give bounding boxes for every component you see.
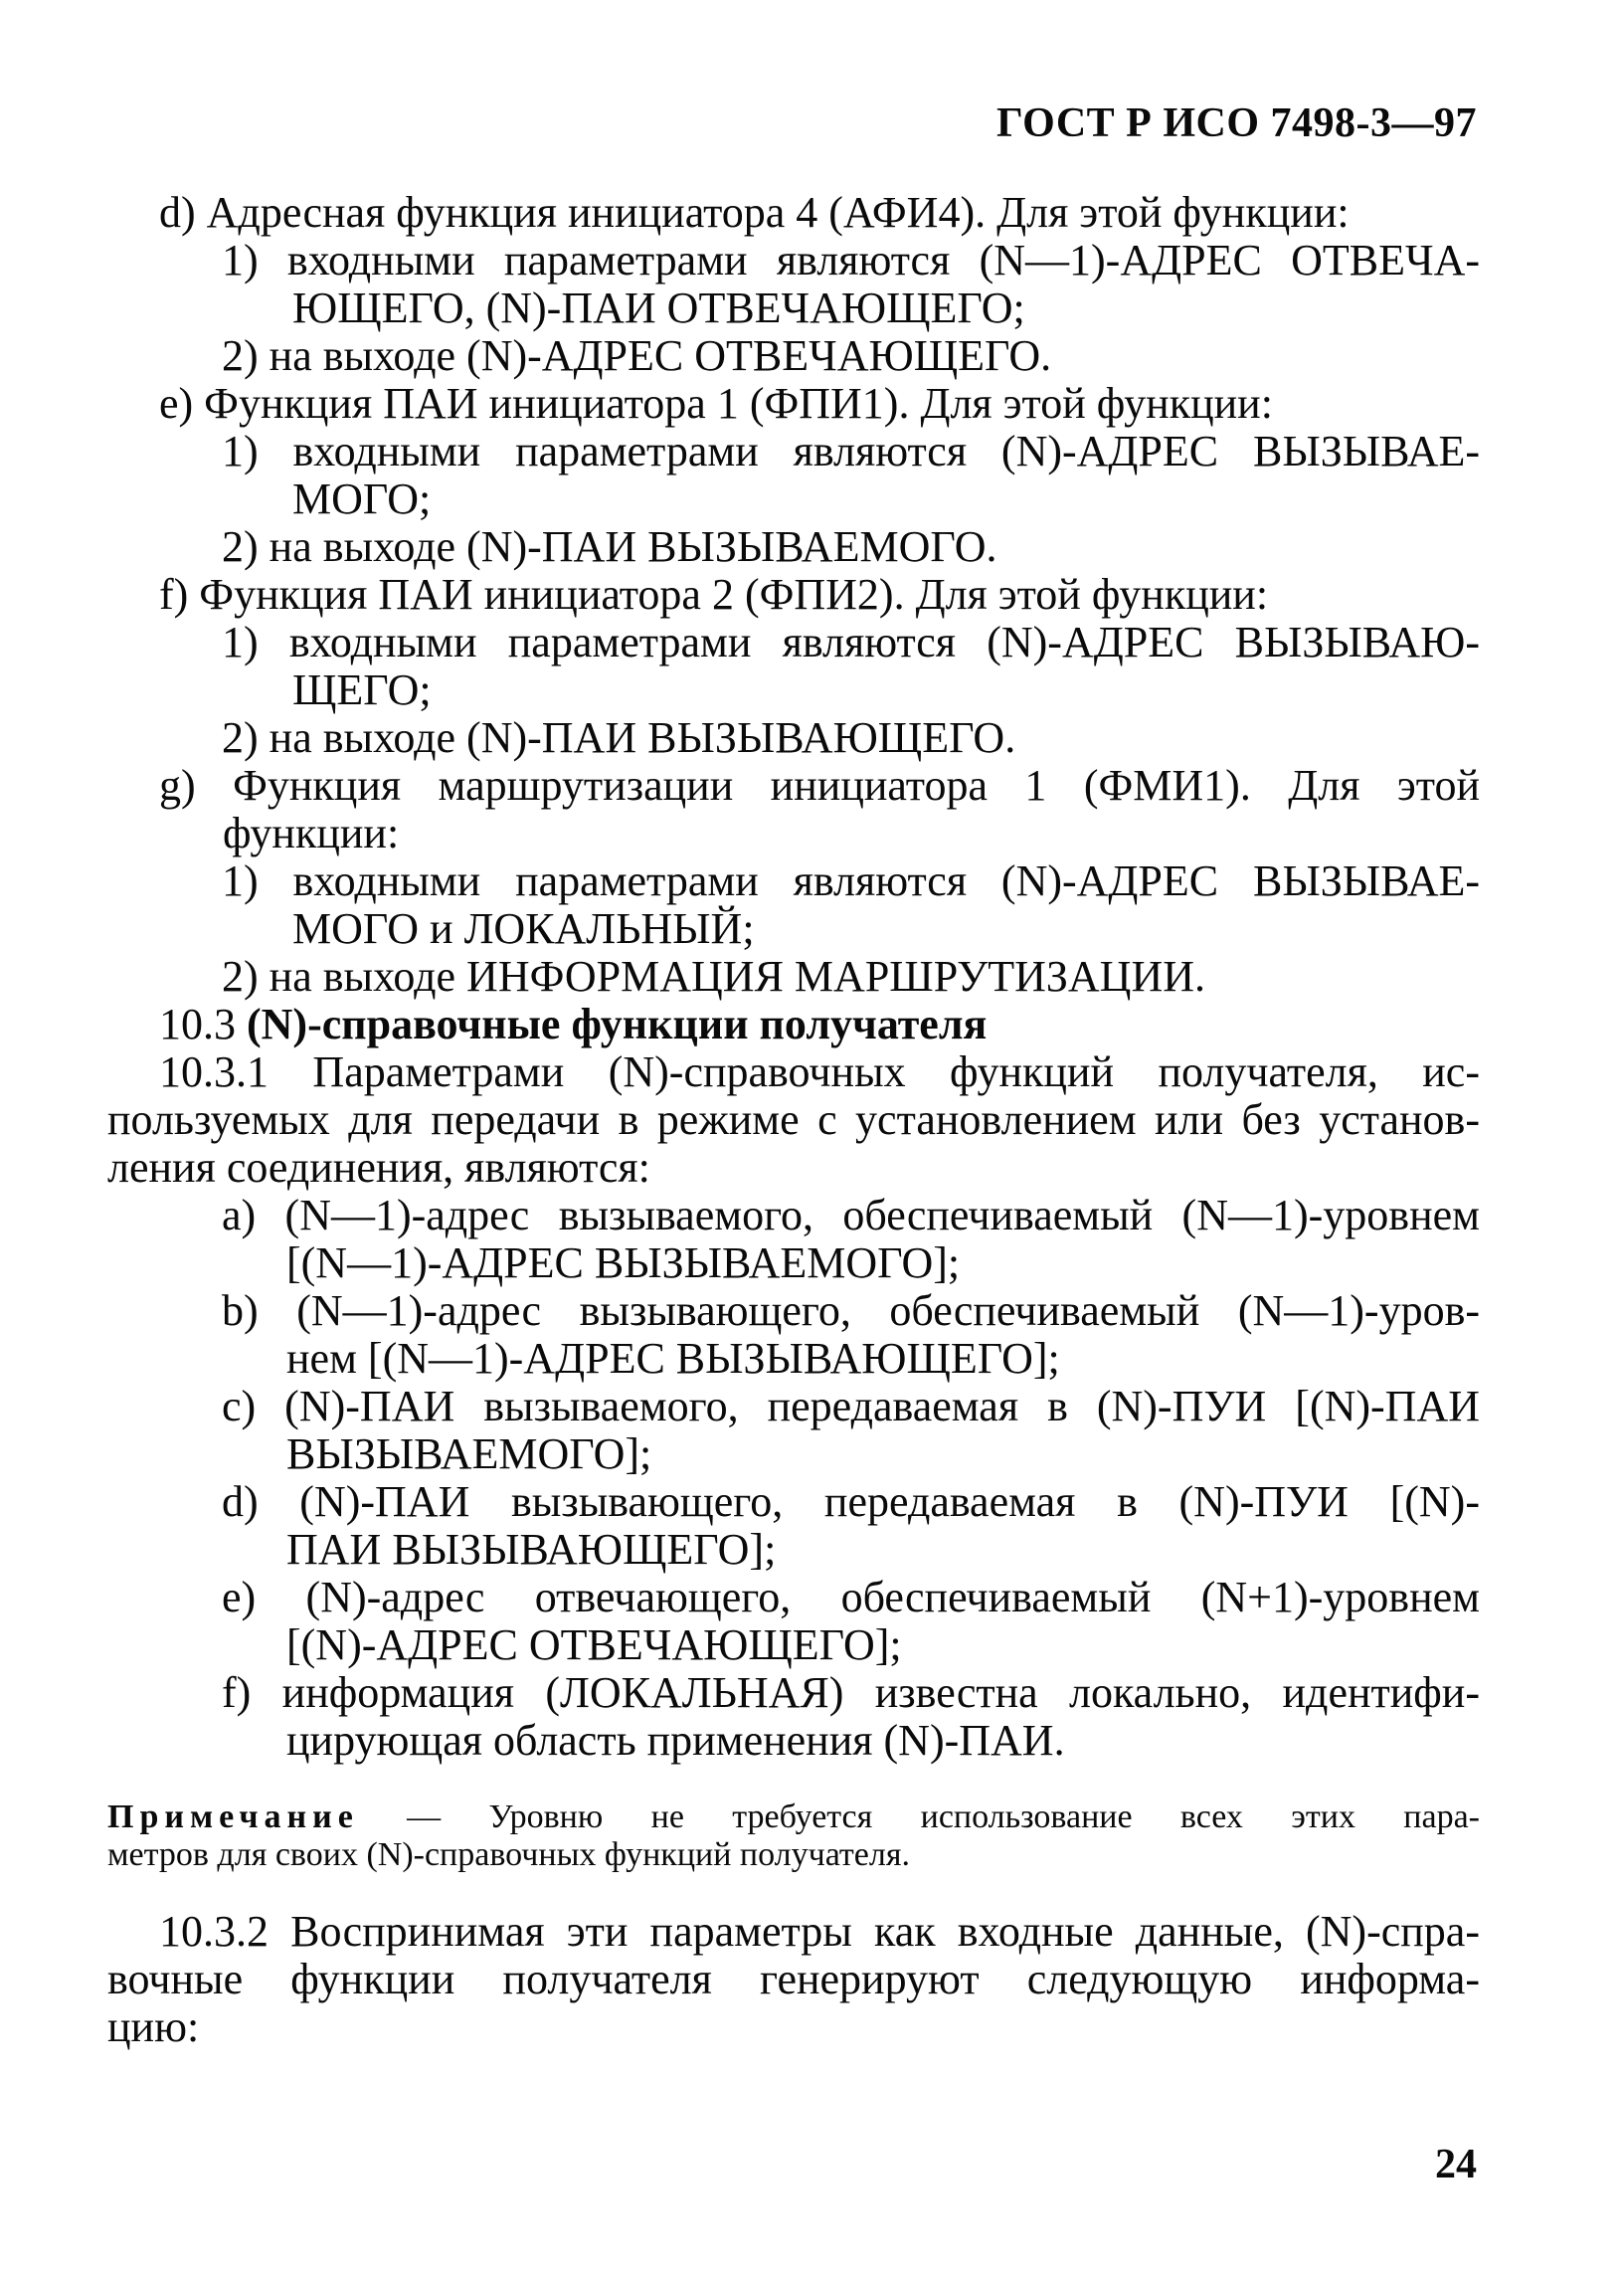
item-f-title: f) Функция ПАИ инициатора 2 (ФПИ2). Для этой функции: — [159, 570, 1269, 619]
section-10-3-2-line2: вочные функции получателя генерируют следующую информа- — [107, 1955, 1480, 2003]
document-code-header: ГОСТ Р ИСО 7498-3—97 — [995, 100, 1477, 146]
list-item-e-line1: е) (N)-адрес отвечающего, обеспечиваемый (N+1)-уровнем — [222, 1573, 1480, 1621]
item-e-sub2: 2) на выходе (N)-ПАИ ВЫЗЫВАЕМОГО. — [222, 522, 997, 571]
list-item-d-line2: ПАИ ВЫЗЫВАЮЩЕГО]; — [286, 1525, 777, 1574]
item-d-title: d) Адресная функция инициатора 4 (АФИ4). Для этой функции: — [159, 188, 1350, 237]
item-g-sub2: 2) на выходе ИНФОРМАЦИЯ МАРШРУТИЗАЦИИ. — [222, 952, 1206, 1001]
item-e-sub1-line1: 1) входными параметрами являются (N)-АДРЕС ВЫЗЫВАЕ- — [222, 427, 1480, 475]
section-10-3-heading — [107, 1001, 1480, 1048]
document-body — [107, 189, 1480, 2051]
note-label: Примечание — [107, 1798, 359, 1835]
page-number: 24 — [1435, 2142, 1477, 2187]
list-item-c-line1: с) (N)-ПАИ вызываемого, передаваемая в (N)-ПУИ [(N)-ПАИ — [222, 1382, 1480, 1430]
section-10-3-1-line3: ления соединения, являются: — [107, 1143, 650, 1192]
item-e-sub1-line2: МОГО; — [292, 474, 432, 523]
list-item-f-line2: цирующая область применения (N)-ПАИ. — [286, 1716, 1065, 1765]
item-d-sub1-line1: 1) входными параметрами являются (N—1)-АДРЕС ОТВЕЧА- — [222, 236, 1480, 284]
list-item-d-line1: d) (N)-ПАИ вызывающего, передаваемая в (N)-ПУИ [(N)- — [222, 1477, 1480, 1526]
section-10-3-1-line2: пользуемых для передачи в режиме с установлением или без установ- — [107, 1095, 1480, 1144]
item-g-sub1-line2: МОГО и ЛОКАЛЬНЫЙ; — [292, 904, 755, 953]
section-10-3-2-line3: цию: — [107, 2002, 200, 2051]
item-d-sub2: 2) на выходе (N)-АДРЕС ОТВЕЧАЮЩЕГО. — [222, 331, 1052, 380]
note-line1 — [107, 1798, 1480, 1836]
note-line2: метров для своих (N)-справочных функций получателя. — [107, 1836, 910, 1873]
item-g-title-line1: g) Функция маршрутизации инициатора 1 (ФМИ1). Для этой — [159, 761, 1480, 810]
list-item-a-line1: а) (N—1)-адрес вызываемого, обеспечиваемый (N—1)-уровнем — [222, 1191, 1480, 1239]
list-item-a-line2: [(N—1)-АДРЕС ВЫЗЫВАЕМОГО]; — [286, 1238, 961, 1287]
item-d-sub1-line2: ЮЩЕГО, (N)-ПАИ ОТВЕЧАЮЩЕГО; — [292, 284, 1025, 332]
section-10-3-2-line1: 10.3.2 Воспринимая эти параметры как входные данные, (N)-спра- — [159, 1907, 1480, 1956]
item-f-sub2: 2) на выходе (N)-ПАИ ВЫЗЫВАЮЩЕГО. — [222, 713, 1016, 762]
list-item-e-line2: [(N)-АДРЕС ОТВЕЧАЮЩЕГО]; — [286, 1620, 902, 1669]
section-10-3-title: (N)-справочные функции получателя — [247, 1000, 988, 1048]
item-g-title-line2: функции: — [223, 809, 400, 857]
item-f-sub1-line1: 1) входными параметрами являются (N)-АДРЕС ВЫЗЫВАЮ- — [222, 618, 1480, 666]
note-block — [107, 1798, 1480, 1874]
item-g-sub1-line1: 1) входными параметрами являются (N)-АДРЕС ВЫЗЫВАЕ- — [222, 856, 1480, 905]
list-item-b-line2: нем [(N—1)-АДРЕС ВЫЗЫВАЮЩЕГО]; — [286, 1334, 1060, 1383]
list-item-b-line1: b) (N—1)-адрес вызывающего, обеспечиваемый (N—1)-уров- — [222, 1286, 1480, 1335]
list-item-f-line1: f) информация (ЛОКАЛЬНАЯ) известна локально, идентифи- — [222, 1668, 1480, 1717]
item-f-sub1-line2: ЩЕГО; — [292, 665, 432, 714]
list-item-c-line2: ВЫЗЫВАЕМОГО]; — [286, 1429, 652, 1478]
note-line1-text: — Уровню не требуется использование всех этих пара- — [358, 1798, 1480, 1835]
section-10-3-1-line1: 10.3.1 Параметрами (N)-справочных функций получателя, ис- — [159, 1047, 1480, 1096]
section-10-3-number: 10.3 — [159, 1000, 236, 1048]
item-e-title: е) Функция ПАИ инициатора 1 (ФПИ1). Для этой функции: — [159, 379, 1273, 428]
